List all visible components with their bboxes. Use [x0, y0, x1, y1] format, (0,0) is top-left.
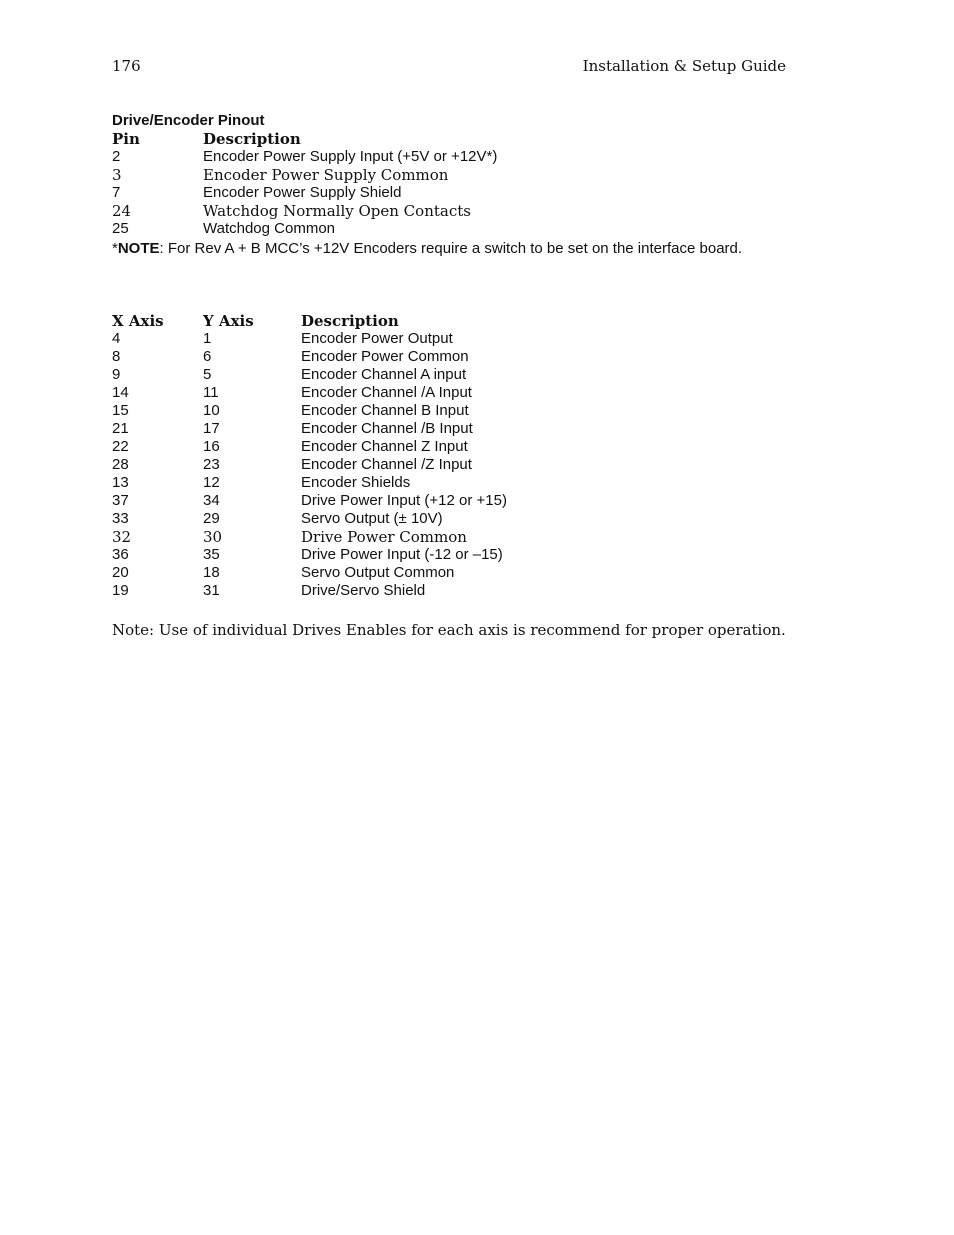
page-header — [112, 57, 786, 77]
y-axis-pin: 1 — [203, 330, 212, 347]
signal-description: Drive Power Common — [301, 528, 467, 546]
x-axis-pin: 20 — [112, 564, 129, 581]
pin-description: Watchdog Normally Open Contacts — [203, 202, 471, 220]
y-axis-pin: 16 — [203, 438, 220, 455]
signal-description: Servo Output (± 10V) — [301, 510, 443, 527]
signal-description: Encoder Channel /B Input — [301, 420, 473, 437]
encoder-note — [112, 240, 742, 258]
description-header: Description — [301, 312, 399, 330]
y-axis-pin: 30 — [203, 528, 223, 546]
x-axis-pin: 15 — [112, 402, 129, 419]
pin-number: 7 — [112, 184, 121, 201]
y-axis-pin: 17 — [203, 420, 220, 437]
x-axis-header: X Axis — [112, 312, 164, 330]
x-axis-pin: 37 — [112, 492, 129, 509]
description-header: Description — [203, 130, 301, 148]
pin-header: Pin — [112, 130, 140, 148]
x-axis-pin: 13 — [112, 474, 129, 491]
x-axis-pin: 8 — [112, 348, 121, 365]
signal-description: Encoder Channel /Z Input — [301, 456, 472, 473]
signal-description: Drive Power Input (+12 or +15) — [301, 492, 507, 509]
pin-description: Encoder Power Supply Shield — [203, 184, 402, 201]
signal-description: Encoder Channel A input — [301, 366, 467, 383]
note-text: : For Rev A + B MCC’s +12V Encoders require a switch to be set on the interface board. — [159, 240, 743, 257]
note-label: NOTE — [117, 240, 160, 257]
y-axis-pin: 18 — [203, 564, 220, 581]
signal-description: Encoder Channel B Input — [301, 402, 469, 419]
drive-enable-note: Note: Use of individual Drives Enables for each axis is recommend for proper operation. — [112, 621, 786, 639]
x-axis-pin: 28 — [112, 456, 129, 473]
x-axis-pin: 36 — [112, 546, 129, 563]
pin-number: 3 — [112, 166, 122, 184]
signal-description: Encoder Channel /A Input — [301, 384, 472, 401]
x-axis-pin: 33 — [112, 510, 129, 527]
pin-description: Encoder Power Supply Input (+5V or +12V*) — [203, 148, 498, 165]
signal-description: Drive Power Input (-12 or –15) — [301, 546, 503, 563]
y-axis-pin: 29 — [203, 510, 220, 527]
x-axis-pin: 21 — [112, 420, 129, 437]
page-number: 176 — [112, 57, 141, 75]
y-axis-pin: 5 — [203, 366, 212, 383]
pin-description: Watchdog Common — [203, 220, 335, 237]
x-axis-pin: 19 — [112, 582, 129, 599]
y-axis-pin: 34 — [203, 492, 220, 509]
y-axis-pin: 12 — [203, 474, 220, 491]
signal-description: Servo Output Common — [301, 564, 455, 581]
x-axis-pin: 4 — [112, 330, 121, 347]
y-axis-pin: 23 — [203, 456, 220, 473]
y-axis-pin: 31 — [203, 582, 220, 599]
signal-description: Encoder Channel Z Input — [301, 438, 468, 455]
signal-description: Encoder Power Common — [301, 348, 469, 365]
pin-description: Encoder Power Supply Common — [203, 166, 449, 184]
note-prefix: * — [112, 240, 118, 257]
y-axis-pin: 11 — [203, 384, 219, 401]
running-title: Installation & Setup Guide — [582, 57, 786, 75]
x-axis-pin: 32 — [112, 528, 132, 546]
pin-number: 25 — [112, 220, 129, 237]
signal-description: Encoder Power Output — [301, 330, 453, 347]
x-axis-pin: 9 — [112, 366, 121, 383]
section-title: Drive/Encoder Pinout — [112, 112, 265, 129]
y-axis-pin: 35 — [203, 546, 220, 563]
y-axis-pin: 6 — [203, 348, 212, 365]
signal-description: Encoder Shields — [301, 474, 411, 491]
y-axis-header: Y Axis — [203, 312, 254, 330]
y-axis-pin: 10 — [203, 402, 220, 419]
x-axis-pin: 22 — [112, 438, 129, 455]
pin-number: 2 — [112, 148, 121, 165]
pin-number: 24 — [112, 202, 132, 220]
x-axis-pin: 14 — [112, 384, 129, 401]
signal-description: Drive/Servo Shield — [301, 582, 426, 599]
